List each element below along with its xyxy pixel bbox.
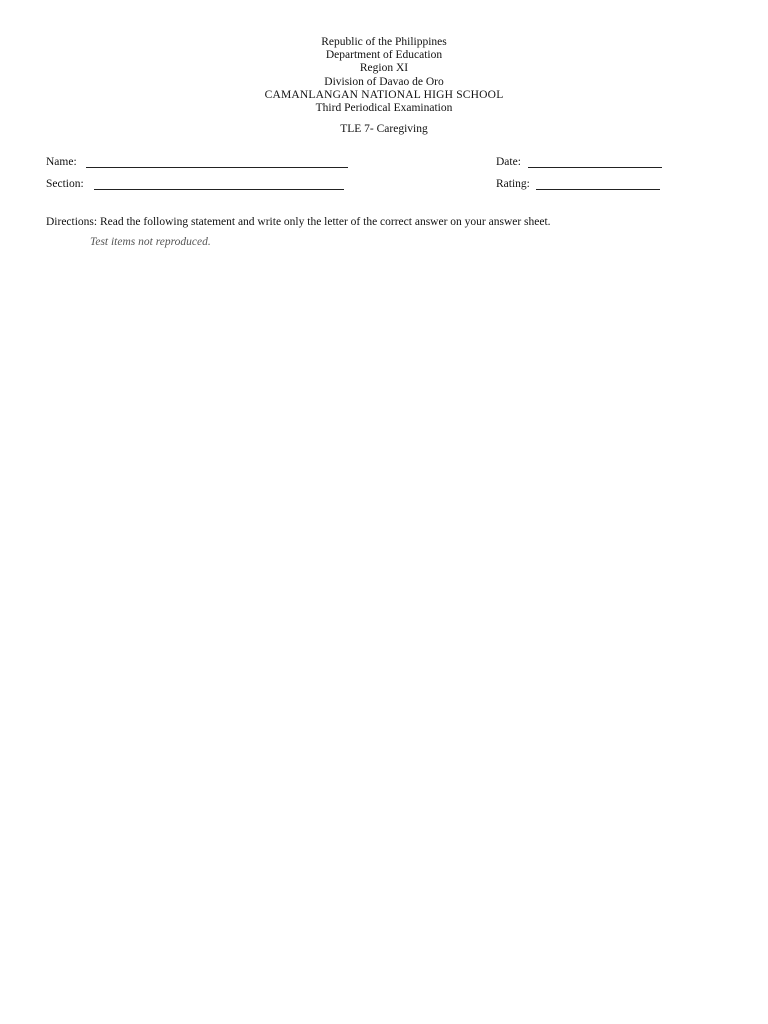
date-label: Date: xyxy=(496,156,521,168)
school-name: CAMANLANGAN NATIONAL HIGH SCHOOL xyxy=(264,88,504,101)
header-line-1: Republic of the Philippines xyxy=(321,36,447,48)
section-label: Section: xyxy=(46,178,84,190)
items-note: Test items not reproduced. xyxy=(90,236,211,248)
section-rating-row xyxy=(46,178,686,192)
exam-title: Third Periodical Examination xyxy=(315,102,453,115)
directions-text: Directions: Read the following statement and write only the letter of the correct answer on your answer sheet. xyxy=(46,216,551,228)
date-blank[interactable] xyxy=(528,156,662,168)
header-line-4: Division of Davao de Oro xyxy=(324,75,444,88)
section-blank[interactable] xyxy=(94,178,344,190)
name-date-row xyxy=(46,156,686,170)
subject-title: TLE 7- Caregiving xyxy=(340,123,428,136)
name-label: Name: xyxy=(46,156,77,168)
name-blank[interactable] xyxy=(86,156,348,168)
exam-header xyxy=(0,36,768,136)
header-line-2: Department of Education xyxy=(325,49,443,62)
rating-blank[interactable] xyxy=(536,178,660,190)
header-line-3: Region XI xyxy=(359,62,409,75)
rating-label: Rating: xyxy=(496,178,530,190)
